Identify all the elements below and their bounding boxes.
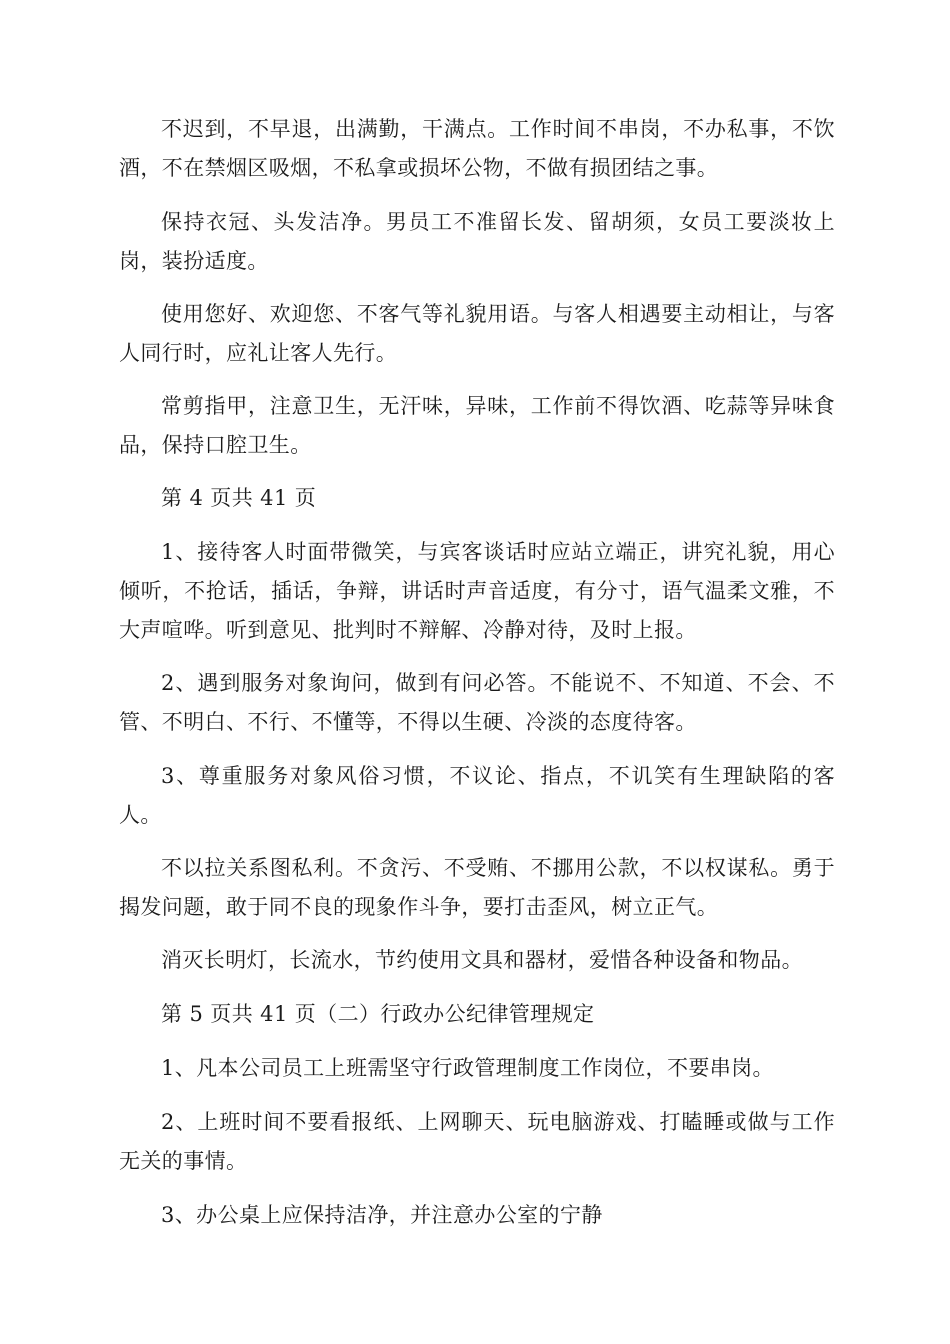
page-marker-5-section-heading: 第 5 页共 41 页（二）行政办公纪律管理规定 [161, 1002, 595, 1026]
paragraph-office-rule-1: 1、凡本公司员工上班需坚守行政管理制度工作岗位，不要串岗。 [161, 1056, 774, 1080]
page-marker-4: 第 4 页共 41 页 [161, 486, 317, 510]
paragraph-office-rule-3: 3、办公桌上应保持洁净，并注意办公室的宁静 [161, 1203, 603, 1227]
paragraph-polite-language: 使用您好、欢迎您、不客气等礼貌用语。与客人相遇要主动相让，与客人同行时，应礼让客人先行。 [119, 302, 835, 365]
paragraph-appearance: 保持衣冠、头发洁净。男员工不准留长发、留胡须，女员工要淡妆上岗，装扮适度。 [119, 210, 835, 273]
paragraph-integrity: 不以拉关系图私利。不贪污、不受贿、不挪用公款，不以权谋私。勇于揭发问题，敢于同不良的现象作斗争，要打击歪风，树立正气。 [119, 856, 835, 919]
paragraph-conservation: 消灭长明灯，长流水，节约使用文具和器材，爱惜各种设备和物品。 [161, 948, 803, 972]
paragraph-item-3-customs: 3、尊重服务对象风俗习惯，不议论、指点，不讥笑有生理缺陷的客人。 [119, 764, 835, 827]
paragraph-work-discipline: 不迟到，不早退，出满勤，干满点。工作时间不串岗，不办私事，不饮酒，不在禁烟区吸烟，不私拿或损坏公物，不做有损团结之事。 [119, 117, 835, 180]
paragraph-office-rule-2: 2、上班时间不要看报纸、上网聊天、玩电脑游戏、打瞌睡或做与工作无关的事情。 [119, 1110, 835, 1173]
paragraph-hygiene: 常剪指甲，注意卫生，无汗味，异味，工作前不得饮酒、吃蒜等异味食品，保持口腔卫生。 [119, 394, 835, 457]
paragraph-item-2-inquiry: 2、遇到服务对象询问，做到有问必答。不能说不、不知道、不会、不管、不明白、不行、不懂等，不得以生硬、冷淡的态度待客。 [119, 671, 835, 734]
paragraph-item-1-reception: 1、接待客人时面带微笑，与宾客谈话时应站立端正，讲究礼貌，用心倾听，不抢话，插话，争辩，讲话时声音适度，有分寸，语气温柔文雅，不大声喧哗。听到意见、批判时不辩解、冷静对待，及时上报。 [119, 540, 835, 642]
